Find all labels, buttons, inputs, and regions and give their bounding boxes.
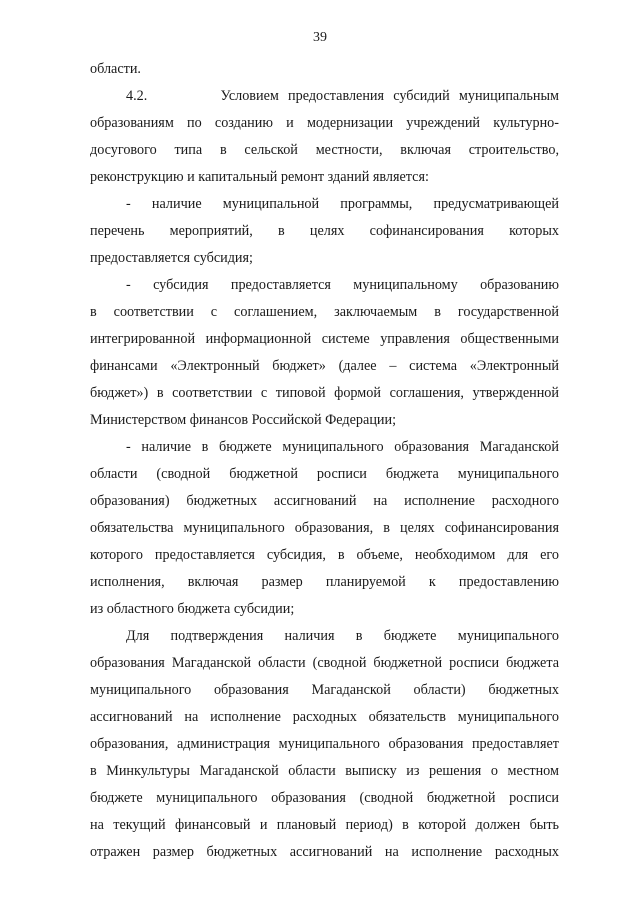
text-line: в соответствии с соглашением, заключаемым в государственной xyxy=(90,304,559,320)
text-line: образования, администрация муниципального образования предоставляет xyxy=(90,736,559,752)
text-line: образованиям по созданию и модернизации учреждений культурно- xyxy=(90,115,559,131)
text-line: бюджете муниципального образования (сводной бюджетной росписи xyxy=(90,790,559,806)
text-line: досугового типа в сельской местности, включая строительство, xyxy=(90,142,559,158)
text-line: образования) бюджетных ассигнований на исполнение расходного xyxy=(90,493,559,509)
text-line: которого предоставляется субсидия, в объеме, необходимом для его xyxy=(90,547,559,563)
text-line: обязательства муниципального образования, в целях софинансирования xyxy=(90,520,559,536)
text-line: Министерством финансов Российской Федерации; xyxy=(90,412,397,428)
text-line: перечень мероприятий, в целях софинансирования которых xyxy=(90,223,559,239)
text-line: образования Магаданской области (сводной бюджетной росписи бюджета xyxy=(90,655,559,671)
text-line: в Минкультуры Магаданской области выписку из решения о местном xyxy=(90,763,559,779)
text-line: - наличие муниципальной программы, предусматривающей xyxy=(126,196,559,212)
text-line: области (сводной бюджетной росписи бюджета муниципального xyxy=(90,466,559,482)
text-line: ассигнований на исполнение расходных обязательств муниципального xyxy=(90,709,559,725)
text-line: 4.2. Условием предоставления субсидий муниципальным xyxy=(126,88,559,104)
text-line: области. xyxy=(90,61,141,77)
text-line: - наличие в бюджете муниципального образования Магаданской xyxy=(126,439,559,455)
text-line: финансами «Электронный бюджет» (далее – система «Электронный xyxy=(90,358,559,374)
page-number: 39 xyxy=(313,30,327,45)
text-line: - субсидия предоставляется муниципальному образованию xyxy=(126,277,559,293)
text-line: на текущий финансовый и плановый период) в которой должен быть xyxy=(90,817,559,833)
text-line: предоставляется субсидия; xyxy=(90,250,253,266)
text-line: муниципального образования Магаданской области) бюджетных xyxy=(90,682,559,698)
document-body xyxy=(90,56,559,866)
text-line: реконструкцию и капитальный ремонт зданий является: xyxy=(90,169,429,185)
text-line: Для подтверждения наличия в бюджете муниципального xyxy=(126,628,559,644)
text-line: бюджет») в соответствии с типовой формой соглашения, утвержденной xyxy=(90,385,559,401)
text-line: исполнения, включая размер планируемой к предоставлению xyxy=(90,574,559,590)
text-line: интегрированной информационной системе управления общественными xyxy=(90,331,559,347)
text-line: отражен размер бюджетных ассигнований на исполнение расходных xyxy=(90,844,559,860)
text-line: из областного бюджета субсидии; xyxy=(90,601,295,617)
